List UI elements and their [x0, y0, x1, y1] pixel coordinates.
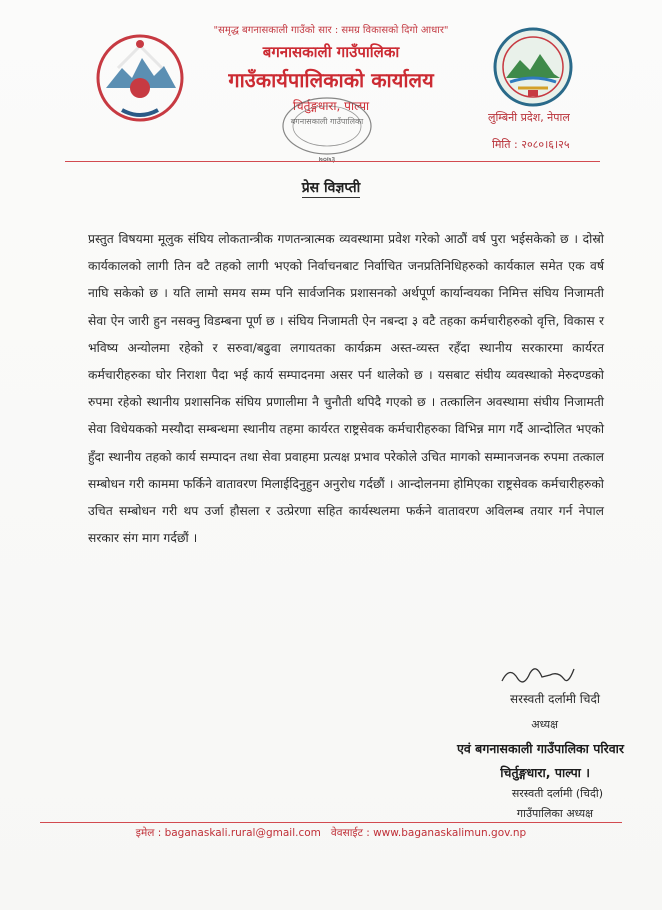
signatory-place: चिर्तुङ्गधारा, पाल्पा । — [500, 765, 590, 780]
signatory-name: सरस्वती दर्लामी चिदी — [509, 692, 600, 706]
signatory-name-secondary: सरस्वती दर्लामी (चिदी) — [511, 787, 603, 800]
org-name: बगनासकाली गाउँपालिका — [262, 43, 400, 61]
province: लुम्बिनी प्रदेश, नेपाल — [488, 111, 570, 124]
office-name: गाउँकार्यपालिकाको कार्यालय — [228, 68, 434, 92]
document-title — [0, 178, 662, 197]
document-body: प्रस्तुत विषयमा मूलुक संघिय लोकतान्त्रीक गणतन्त्रात्मक व्यवस्थामा प्रवेश गरेको आठौं वर्ष पुरा भईसकेको छ । दोस्रो कार्यकालको लागी तिन वटै तहको लागी भएको निर्वाचनबाट निर्वाचित जनप्रतिनिधिहरुको कार्यकाल समेत एक वर्ष नाघि सकेको छ । यति लामो समय सम्म पनि सार्वजनिक प्रशासनको अर्थपूर्ण कार्यान्वयका निमित्त संघिय निजामती सेवा ऐन जारी हुन नसक्नु विडम्बना पूर्ण छ । संघिय निजामती ऐन नबन्दा ३ वटै तहका कर्मचारीहरुको वृत्ति, विकास र भविष्य अन्योलमा रहेको र सरुवा/बढुवा लगायतका कार्यक्रम अस्त-व्यस्त रहँदा स्थानीय सरकारमा कार्यरत कर्मचारीहरुका घोर निराशा पैदा भई कार्य सम्पादनमा असर पर्न थालेको छ । यसबाट संघीय व्यवस्थाको मेरुदण्डको रुपमा रहेको स्थानीय प्रशासनिक संघिय प्रणालीमा नै चुनौती थपिदै गएको छ । तत्कालिन अवस्थामा संघीय निजामती सेवा विधेयकको मस्यौदा सम्बन्धमा स्थानीय तहमा कार्यरत राष्ट्रसेवक कर्मचारीहरुका विभिन्न माग गर्दै आन्दोलित भएको हुँदा स्थानीय तहको कार्य सम्पादन तथा सेवा प्रवाहमा प्रत्यक्ष प्रभाव परेकोले उचित मागको सम्मानजनक रुपमा तत्काल सम्बोधन गरी काममा फर्किने वातावरण मिलाईदिनुहुन अनुरोध गर्दछौं । आन्दोलनमा होमिएका राष्ट्रसेवक कर्मचारीहरुको उचित सम्बोधन गरी थप उर्जा हौसला र उत्प्रेरणा सहित कार्यस्थलमा फर्कने वातावरण अविलम्ब तयार गर्न नेपाल सरकार संग माग गर्दछौं । — [88, 232, 604, 546]
website-link[interactable]: www.baganaskalimun.gov.np — [373, 827, 527, 839]
email-link[interactable]: baganaskali.rural@gmail.com — [164, 827, 321, 839]
stamp-number: ७०७३ — [318, 155, 336, 164]
signatory-role: अध्यक्ष — [531, 718, 558, 731]
stamp-text: बगनासकाली गाउँपालिका — [290, 117, 364, 126]
letter-date: मिति : २०८०।६।२५ — [492, 138, 570, 151]
document-title-text: प्रेस विज्ञप्ती — [301, 180, 361, 196]
footer-contact — [0, 826, 662, 840]
footer-divider — [40, 822, 622, 823]
email-label: इमेल : — [135, 827, 162, 839]
motto: "समृद्ध बगनासकाली गाउँको सार : समग्र विकासको दिगो आधार" — [213, 25, 449, 36]
office-stamp — [272, 96, 382, 170]
signatory-role-secondary: गाउँपालिका अध्यक्ष — [516, 807, 593, 820]
office-location: चिर्तुङ्गधारा, पाल्पा — [292, 99, 370, 113]
signatory-family: एवं बगनासकाली गाउँपालिका परिवार — [456, 741, 624, 756]
header-divider — [65, 161, 600, 162]
website-label: वेवसाईट : — [330, 827, 370, 839]
